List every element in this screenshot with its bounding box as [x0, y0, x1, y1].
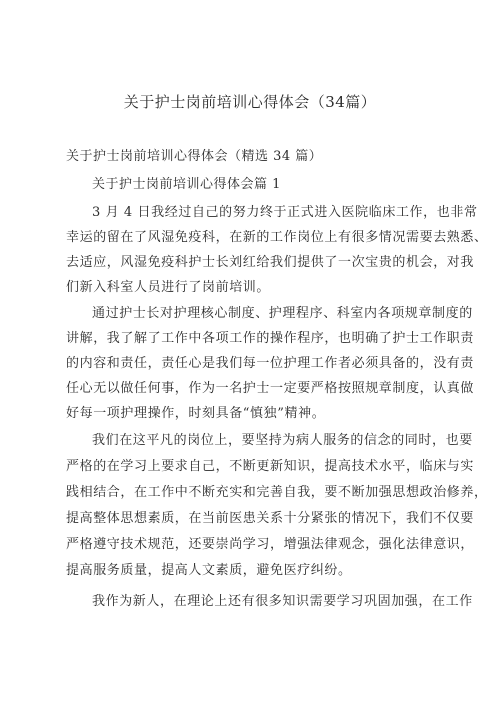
document-title: 关于护士岗前培训心得体会（34篇）	[123, 93, 377, 111]
body-line: 我们在这平凡的岗位上，要坚持为病人服务的信念的同时，也要	[92, 433, 473, 448]
body-line: 的内容和责任，责任心是我们每一位护理工作者必须具备的，没有责	[66, 356, 475, 371]
body-line: 们新入科室人员进行了岗前培训。	[66, 280, 271, 295]
body-line: 好每一项护理操作，时刻具备“慎独”精神。	[66, 406, 326, 421]
body-line: 幸运的留在了风湿免疫科，在新的工作岗位上有很多情况需要去熟悉、	[66, 230, 488, 245]
body-line: 践相结合，在工作中不断充实和完善自我，要不断加强思想政治修养，	[66, 485, 488, 500]
document-subtitle: 关于护士岗前培训心得体会（精选 34 篇）	[66, 149, 323, 164]
section-heading: 关于护士岗前培训心得体会篇 1	[92, 177, 281, 192]
body-line: 严格遵守技术规范，还要崇尚学习，增强法律观念，强化法律意识，	[66, 537, 475, 552]
body-line: 讲解，我了解了工作中各项工作的操作程序，也明确了护士工作职责	[66, 331, 475, 346]
body-line: 3 月 4 日我经过自己的努力终于正式进入医院临床工作，也非常	[92, 205, 478, 220]
body-line: 提高整体思想素质，在当前医患关系十分紧张的情况下，我们不仅要	[66, 511, 475, 526]
body-line: 严格的在学习上要求自己，不断更新知识，提高技术水平，临床与实	[66, 459, 475, 474]
body-line: 通过护士长对护理核心制度、护理程序、科室内各项规章制度的	[92, 306, 473, 321]
body-line: 去适应，风湿免疫科护士长刘红给我们提供了一次宝贵的机会，对我	[66, 255, 475, 270]
body-line: 任心无以做任何事，作为一名护士一定要严格按照规章制度，认真做	[66, 381, 475, 396]
body-line: 提高服务质量，提高人文素质，避免医疗纠纷。	[66, 563, 352, 578]
body-line: 我作为新人，在理论上还有很多知识需要学习巩固加强，在工作	[92, 594, 473, 609]
